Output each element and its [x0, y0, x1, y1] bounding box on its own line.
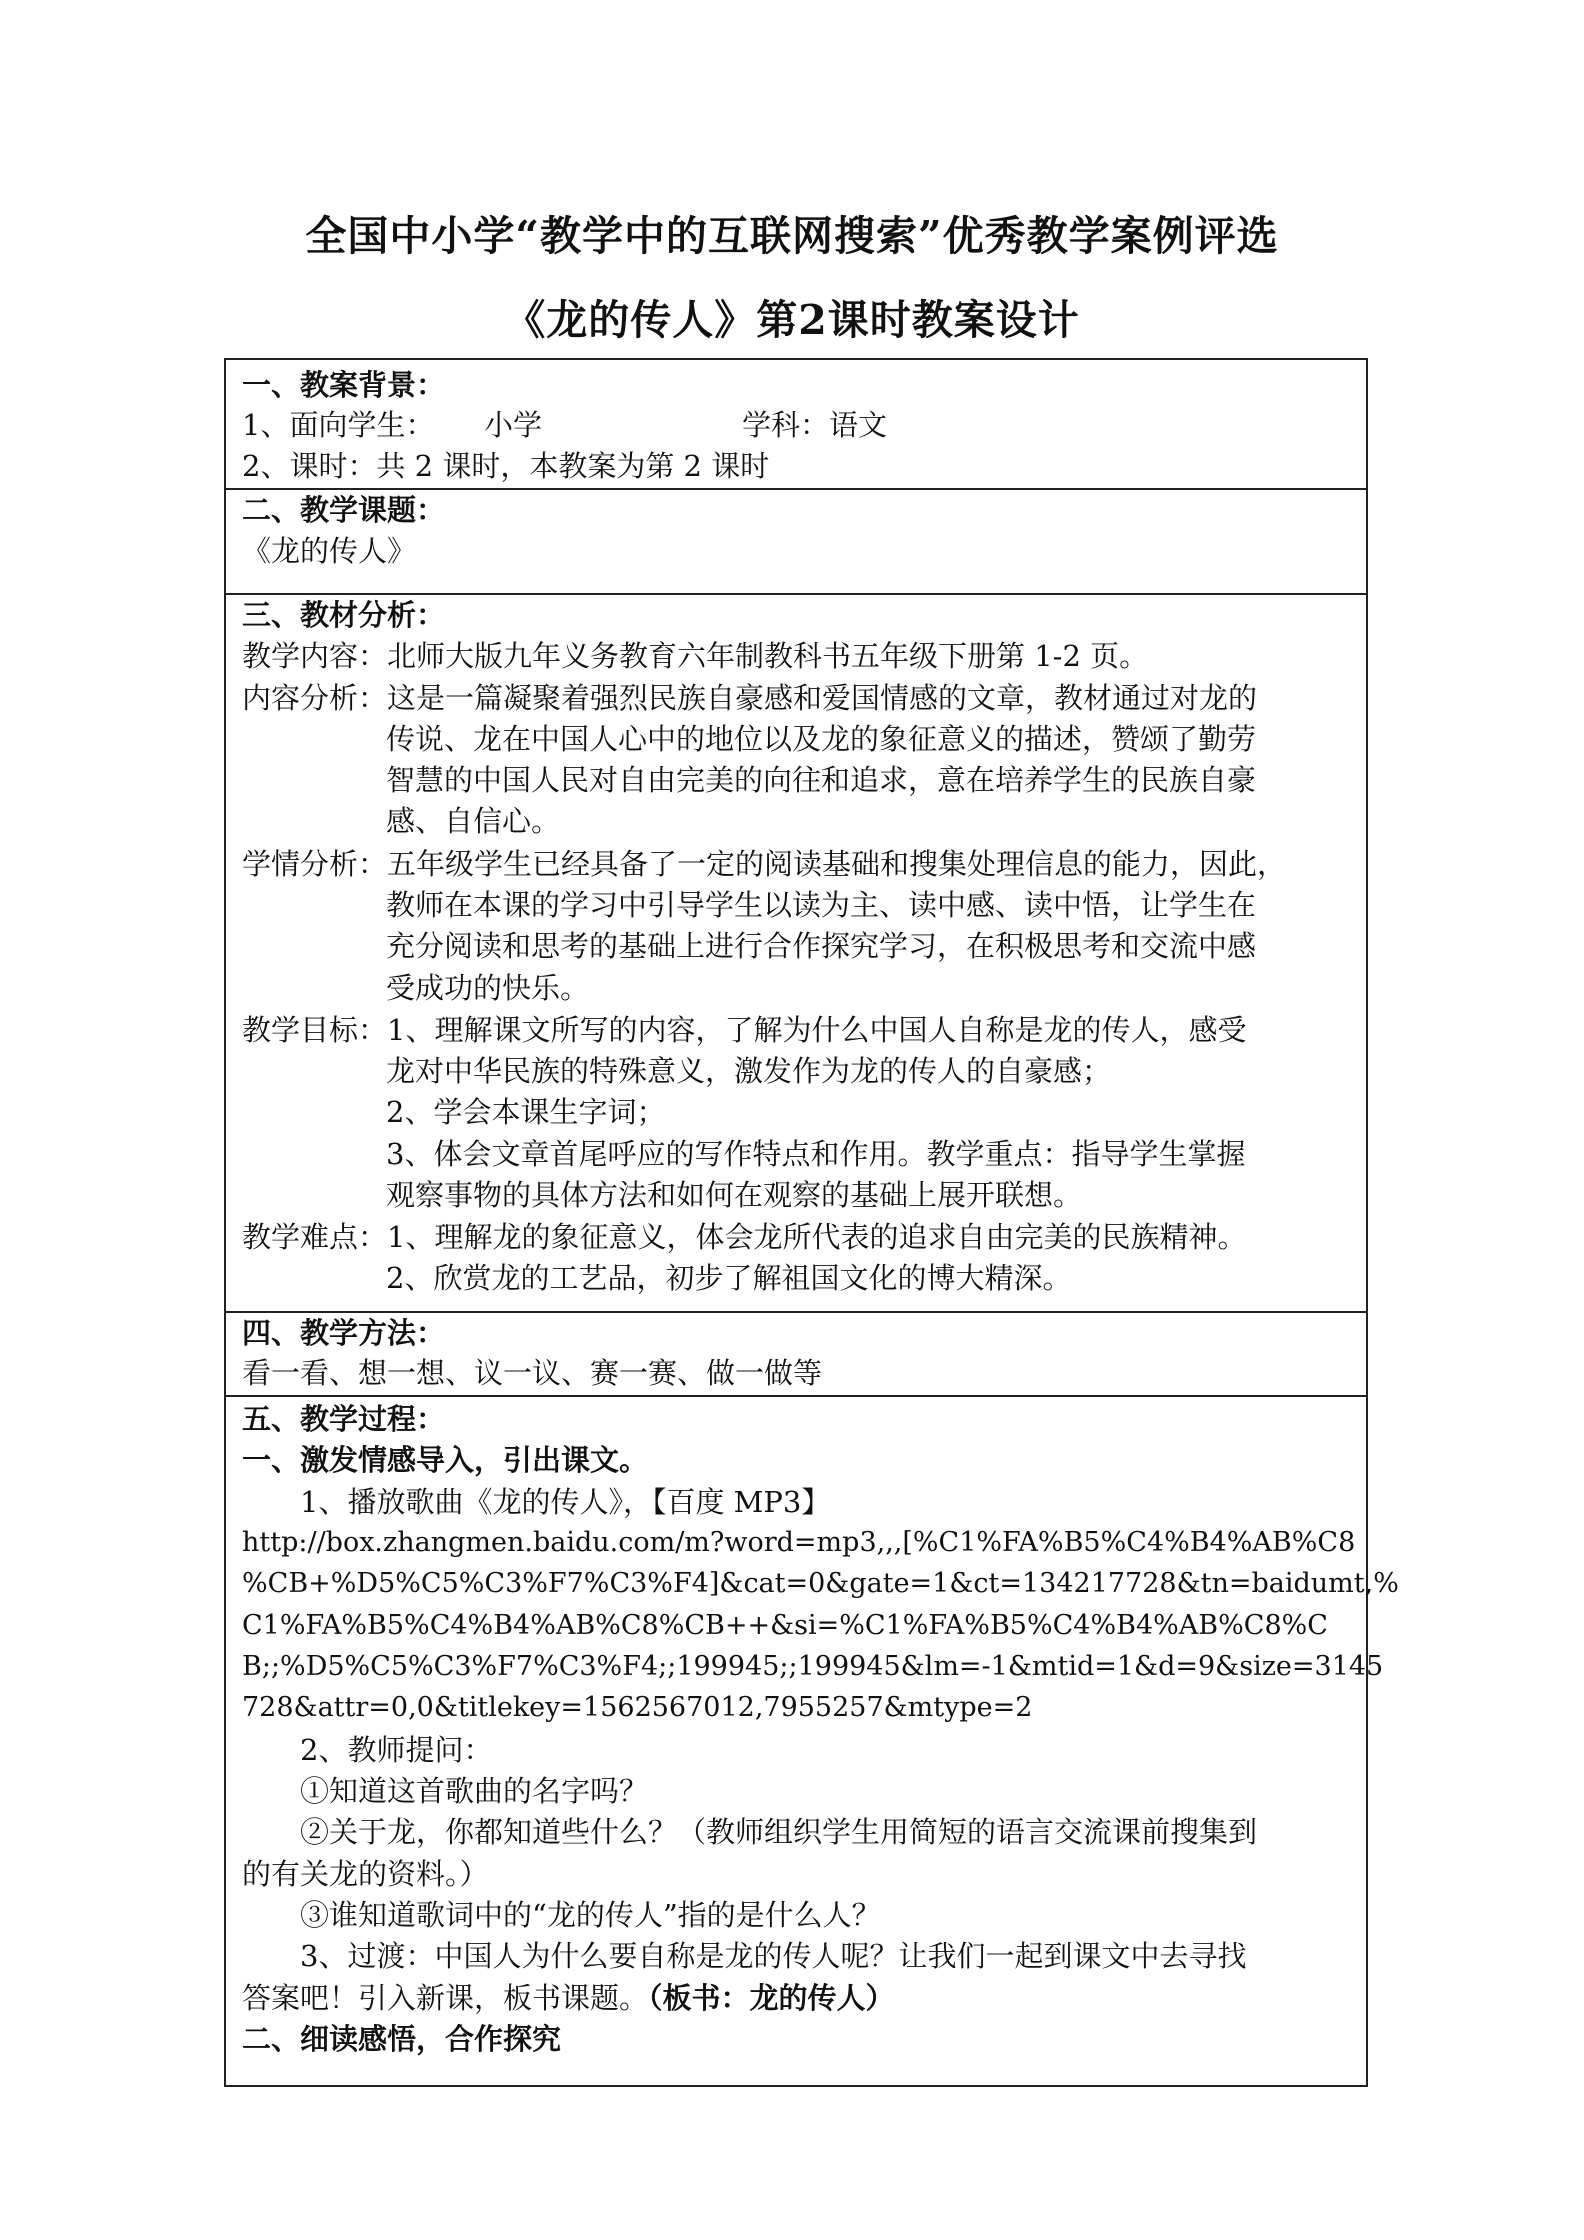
section-heading: 五、教学过程： — [242, 1402, 446, 1436]
section-heading: 三、教材分析： — [242, 598, 446, 632]
teaching-difficulty-line: 教学难点：1、理解龙的象征意义，体会龙所代表的追求自由完美的民族精神。 — [242, 1220, 1247, 1254]
content-analysis-line: 传说、龙在中国人心中的地位以及龙的象征意义的描述，赞颂了勤劳 — [386, 722, 1257, 756]
question-item: ①知道这首歌曲的名字吗？ — [300, 1774, 649, 1808]
methods-list: 看一看、想一想、议一议、赛一赛、做一做等 — [242, 1356, 823, 1390]
step-item-text: 答案吧！引入新课，板书课题。 — [242, 1981, 649, 2015]
lesson-plan-table — [224, 358, 1399, 2087]
subject-field: 学科：语文 — [742, 408, 888, 442]
section-material-analysis — [226, 595, 1366, 1313]
section-process — [226, 1397, 1399, 2085]
section-background — [226, 360, 1366, 490]
target-students-label: 1、面向学生： — [242, 408, 435, 442]
link-url-line: C1%FA%B5%C4%B4%AB%C8%CB++&si=%C1%FA%B5%C4%B4%AB%C8%C — [242, 1610, 1328, 1641]
lesson-hours: 2、课时：共 2 课时，本教案为第 2 课时 — [242, 449, 770, 483]
teaching-goal-line: 2、学会本课生字词； — [386, 1095, 666, 1129]
student-analysis-line: 充分阅读和思考的基础上进行合作探究学习，在积极思考和交流中感 — [386, 929, 1257, 963]
blackboard-note: （板书：龙的传人） — [648, 1981, 895, 2015]
step-item-cont — [242, 1978, 895, 2018]
step-item: 3、过渡：中国人为什么要自称是龙的传人呢？让我们一起到课文中去寻找 — [300, 1939, 1247, 1973]
section-heading: 二、教学课题： — [242, 493, 446, 527]
subtitle-prefix: 《龙的传人》第 — [504, 296, 799, 344]
section-methods — [226, 1313, 1366, 1397]
subtitle-suffix: 课时教案设计 — [827, 296, 1080, 344]
teaching-difficulty-line: 2、欣赏龙的工艺品，初步了解祖国文化的博大精深。 — [386, 1261, 1072, 1295]
content-analysis-line: 感、自信心。 — [386, 804, 561, 838]
link-url-line: http://box.zhangmen.baidu.com/m?word=mp3,,,[%C1%FA%B5%C4%B4%AB%C8 — [242, 1527, 1356, 1558]
student-analysis-line: 教师在本课的学习中引导学生以读为主、读中感、读中悟，让学生在 — [386, 888, 1257, 922]
topic-title: 《龙的传人》 — [242, 534, 417, 568]
question-item: ③谁知道歌词中的“龙的传人”指的是什么人？ — [300, 1898, 881, 1932]
teaching-goal-line: 3、体会文章首尾呼应的写作特点和作用。教学重点：指导学生掌握 — [386, 1137, 1246, 1171]
section-heading: 四、教学方法： — [242, 1316, 446, 1350]
content-analysis-line: 智慧的中国人民对自由完美的向往和追求，意在培养学生的民族自豪 — [386, 763, 1257, 797]
question-item: ②关于龙，你都知道些什么？（教师组织学生用简短的语言交流课前搜集到 — [300, 1815, 1258, 1849]
step-heading: 二、细读感悟，合作探究 — [242, 2022, 562, 2056]
teaching-content: 教学内容：北师大版九年义务教育六年制教科书五年级下册第 1-2 页。 — [242, 639, 1149, 673]
subtitle-lesson-number: 2 — [798, 296, 828, 344]
teaching-goal-line: 观察事物的具体方法和如何在观察的基础上展开联想。 — [386, 1178, 1083, 1212]
link-url-line: 728&attr=0,0&titlekey=1562567012,7955257&mtype=2 — [242, 1692, 1033, 1723]
student-analysis-line: 受成功的快乐。 — [386, 971, 590, 1005]
teaching-goal-line: 教学目标：1、理解课文所写的内容，了解为什么中国人自称是龙的传人，感受 — [242, 1013, 1247, 1047]
question-item-cont: 的有关龙的资料。） — [242, 1857, 489, 1891]
student-analysis-line: 学情分析：五年级学生已经具备了一定的阅读基础和搜集处理信息的能力，因此， — [242, 847, 1287, 881]
content-analysis-line: 内容分析：这是一篇凝聚着强烈民族自豪感和爱国情感的文章，教材通过对龙的 — [242, 681, 1258, 715]
step-item: 1、播放歌曲《龙的传人》，【百度 MP3】 — [300, 1485, 831, 1519]
target-students-value: 小学 — [484, 408, 543, 442]
section-topic — [226, 490, 1366, 595]
link-url-line: B;;%D5%C5%C3%F7%C3%F4;;199945;;199945&lm=-1&mtid=1&d=9&size=3145 — [242, 1651, 1384, 1682]
step-heading: 一、激发情感导入，引出课文。 — [242, 1443, 649, 1477]
step-item: 2、教师提问： — [300, 1733, 493, 1767]
section-heading: 一、教案背景： — [242, 368, 446, 402]
teaching-goal-line: 龙对中华民族的特殊意义，激发作为龙的传人的自豪感； — [386, 1054, 1112, 1088]
link-url-line: %CB+%D5%C5%C3%F7%C3%F4]&cat=0&gate=1&ct=134217728&tn=baidumt,% — [242, 1568, 1399, 1599]
document-title: 全国中小学“教学中的互联网搜索”优秀教学案例评选 — [305, 212, 1279, 260]
document-subtitle — [0, 287, 1584, 346]
